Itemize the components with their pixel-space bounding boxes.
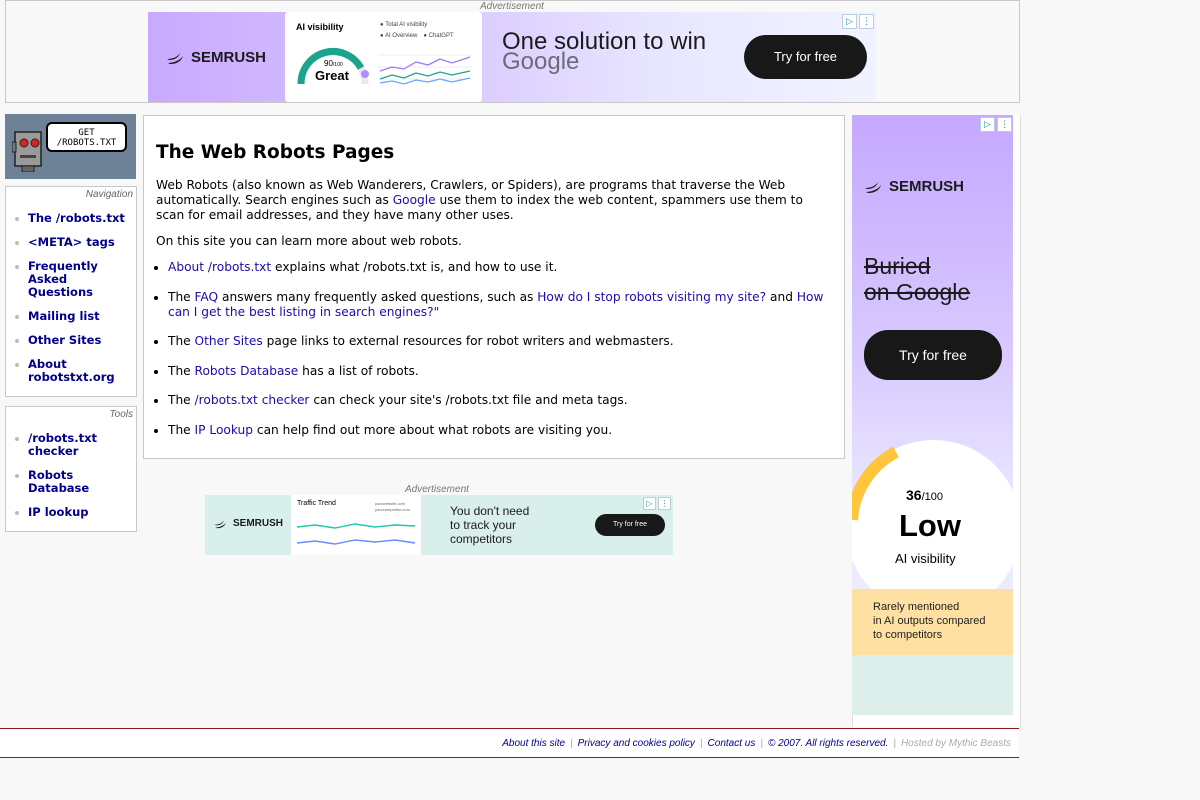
- try-for-free-button[interactable]: Try for free: [744, 35, 867, 79]
- navigation-list: [6, 212, 136, 384]
- faq-link[interactable]: FAQ: [194, 289, 219, 304]
- semrush-flame-icon: [864, 180, 884, 194]
- topic-item: [168, 260, 832, 275]
- adchoices-icon[interactable]: ▷: [842, 14, 857, 29]
- nav-link-about[interactable]: About robotstxt.org: [28, 357, 115, 384]
- topic-text: The: [168, 363, 195, 378]
- score-unit: /100: [921, 491, 943, 503]
- topics-list: [156, 260, 832, 438]
- adchoices[interactable]: [980, 117, 1012, 132]
- headline-line-3: competitors: [450, 532, 513, 546]
- speech-bubble: [46, 122, 127, 152]
- intro-paragraph: [156, 178, 832, 223]
- try-for-free-button[interactable]: Try for free: [864, 330, 1002, 380]
- right-skyscraper-ad[interactable]: [852, 115, 1013, 715]
- ad-caption: Advertisement: [405, 484, 469, 495]
- gauge-word: Great: [315, 68, 349, 83]
- about-robots-link[interactable]: About /robots.txt: [168, 260, 272, 274]
- topic-text: The: [168, 393, 195, 407]
- ad-menu-icon[interactable]: ⋮: [997, 117, 1012, 132]
- logo-line-1: GET: [78, 128, 95, 138]
- topic-text: has a list of robots.: [298, 363, 419, 378]
- card-title: Traffic Trend: [297, 500, 336, 507]
- visibility-note: [852, 589, 1013, 655]
- score-value: [906, 487, 943, 503]
- site-logo[interactable]: [5, 114, 136, 179]
- logo-line-2: /ROBOTS.TXT: [56, 138, 117, 148]
- top-banner-ad[interactable]: [148, 12, 876, 102]
- gauge-unit: /100: [332, 62, 343, 68]
- footer-separator: |: [760, 738, 763, 749]
- topic-text: can help find out more about what robots are visiting you.: [253, 422, 613, 437]
- gauge-number: 90: [324, 59, 333, 68]
- semrush-logo: [864, 178, 964, 195]
- nav-link-meta-tags[interactable]: <META> tags: [28, 235, 115, 249]
- top-ad-headline: [502, 28, 707, 75]
- intro-text-a: Web Robots (also known as Web Wanderers, Crawlers, or Spiders), are programs that traverse the Web automatically. Search engines such as: [156, 178, 786, 207]
- footer-links: [502, 738, 1011, 749]
- semrush-brand-text: SEMRUSH: [889, 178, 965, 195]
- google-link[interactable]: Google: [392, 193, 436, 207]
- tools-box: [5, 406, 137, 532]
- legend-ai-overview: ● AI Overview: [380, 33, 417, 39]
- topic-text: page links to external resources for robot writers and webmasters.: [262, 334, 674, 348]
- topic-item: [168, 364, 832, 379]
- robots-checker-link[interactable]: /robots.txt checker: [194, 393, 310, 407]
- score-level: Low: [899, 508, 961, 543]
- tool-link-checker[interactable]: /robots.txt checker: [28, 431, 98, 458]
- headline-line-2: Google: [502, 48, 580, 75]
- right-ad-headline: [864, 253, 970, 305]
- navigation-box: [5, 186, 137, 397]
- topic-text: explains what /robots.txt is, and how to use it.: [271, 260, 558, 274]
- semrush-logo: [214, 518, 283, 529]
- semrush-flame-icon: [166, 51, 186, 65]
- adchoices-icon[interactable]: ▷: [643, 497, 656, 510]
- footer-hosted-by[interactable]: Hosted by Mythic Beasts: [900, 738, 1011, 749]
- robots-database-link[interactable]: Robots Database: [194, 363, 299, 378]
- semrush-brand-text: SEMRUSH: [233, 518, 284, 529]
- note-line-3: to competitors: [873, 629, 943, 641]
- footer-separator: |: [570, 738, 573, 749]
- tool-item-ip-lookup[interactable]: [14, 506, 136, 519]
- adchoices-icon[interactable]: ▷: [980, 117, 995, 132]
- tool-link-ip-lookup[interactable]: IP lookup: [28, 505, 89, 519]
- nav-link-other-sites[interactable]: Other Sites: [28, 333, 102, 347]
- legend-own-site: yourwebsite.com: [375, 501, 406, 506]
- topic-item: [168, 290, 832, 320]
- ad-menu-icon[interactable]: ⋮: [859, 14, 874, 29]
- nav-item-mailing-list[interactable]: [14, 310, 136, 323]
- traffic-trend-card: [291, 495, 421, 555]
- tools-title: Tools: [109, 409, 133, 420]
- topic-text: The: [168, 422, 195, 437]
- mid-ad-headline: [450, 504, 529, 546]
- traffic-chart-icon: [295, 519, 417, 551]
- mid-banner-ad[interactable]: [205, 495, 673, 555]
- navigation-title: Navigation: [85, 189, 133, 200]
- adchoices[interactable]: [643, 497, 671, 510]
- footer: [0, 728, 1019, 758]
- footer-separator: |: [893, 738, 896, 749]
- headline-line-1: You don't need: [450, 504, 530, 518]
- nav-item-meta-tags[interactable]: [14, 236, 136, 249]
- score-number: 36: [906, 487, 922, 503]
- note-line-2: in AI outputs compared: [873, 615, 986, 627]
- nav-item-other-sites[interactable]: [14, 334, 136, 347]
- robot-icon: [12, 128, 46, 172]
- topic-text: answers many frequently asked questions, such as: [218, 289, 538, 304]
- legend-row-2: [380, 33, 454, 39]
- topic-item: [168, 393, 832, 408]
- intro-text-b: use them to index the web content, spammers use them to scan for email addresses, and they have many other uses.: [156, 193, 803, 222]
- headline-line-1: One solution to win: [502, 28, 707, 55]
- footer-contact-link[interactable]: Contact us: [707, 738, 756, 749]
- legend-total: ● Total AI visibility: [380, 22, 427, 28]
- semrush-logo: [166, 49, 266, 66]
- topic-text: The: [168, 289, 195, 304]
- ai-visibility-card: [285, 12, 482, 102]
- nav-link-faq[interactable]: Frequently Asked Questions: [28, 259, 98, 299]
- stop-robots-link[interactable]: How do I stop robots visiting my site?: [537, 289, 767, 304]
- headline-line-2: on Google: [864, 279, 971, 305]
- footer-separator: |: [699, 738, 703, 749]
- topic-item: [168, 334, 832, 349]
- nav-link-robots-txt[interactable]: The /robots.txt: [28, 211, 125, 225]
- legend-chatgpt: ● ChatGPT: [423, 33, 453, 39]
- legend-row-1: [380, 22, 427, 28]
- try-for-free-button[interactable]: Try for free: [595, 514, 665, 536]
- nav-item-robots-txt[interactable]: [14, 212, 136, 225]
- ad-caption: Advertisement: [480, 1, 544, 12]
- tools-list: [6, 432, 136, 519]
- ad-menu-icon[interactable]: ⋮: [658, 497, 671, 510]
- legend-competitor: yourcompetitor.com: [375, 507, 410, 512]
- adchoices[interactable]: [842, 14, 874, 29]
- other-sites-link[interactable]: Other Sites: [194, 334, 263, 348]
- main-content: [143, 115, 845, 459]
- footer-about-link[interactable]: About this site: [502, 738, 566, 749]
- headline-line-1: Buried: [864, 253, 931, 279]
- semrush-brand-text: SEMRUSH: [191, 49, 267, 66]
- footer-privacy-link[interactable]: Privacy and cookies policy: [577, 738, 695, 749]
- topic-text: and: [766, 289, 797, 304]
- line-chart-icon: [378, 45, 472, 91]
- top-ad-container: [5, 0, 1020, 103]
- tool-link-database[interactable]: Robots Database: [28, 468, 90, 495]
- intro-paragraph-2: On this site you can learn more about web robots.: [156, 234, 462, 248]
- tool-item-database[interactable]: [14, 469, 136, 495]
- footer-copyright: © 2007. All rights reserved.: [767, 738, 889, 749]
- tool-item-checker[interactable]: [14, 432, 136, 458]
- ip-lookup-link[interactable]: IP Lookup: [194, 422, 253, 437]
- topic-text: can check your site's /robots.txt file and meta tags.: [309, 393, 628, 407]
- page-title: The Web Robots Pages: [156, 142, 395, 163]
- nav-item-faq[interactable]: [14, 260, 136, 299]
- card-title: AI visibility: [296, 22, 344, 32]
- score-label: AI visibility: [895, 551, 956, 566]
- nav-item-about[interactable]: [14, 358, 136, 384]
- ad-bottom-band: [852, 655, 1013, 715]
- gauge-value: [324, 59, 343, 68]
- topic-text: The: [168, 334, 195, 348]
- note-line-1: Rarely mentioned: [873, 601, 960, 613]
- headline-line-2: to track your: [450, 518, 517, 532]
- topic-item: [168, 423, 832, 438]
- semrush-flame-icon: [214, 519, 228, 529]
- nav-link-mailing-list[interactable]: Mailing list: [28, 309, 100, 323]
- best-listing-link[interactable]: How can I get the best listing in search engines?": [168, 289, 824, 319]
